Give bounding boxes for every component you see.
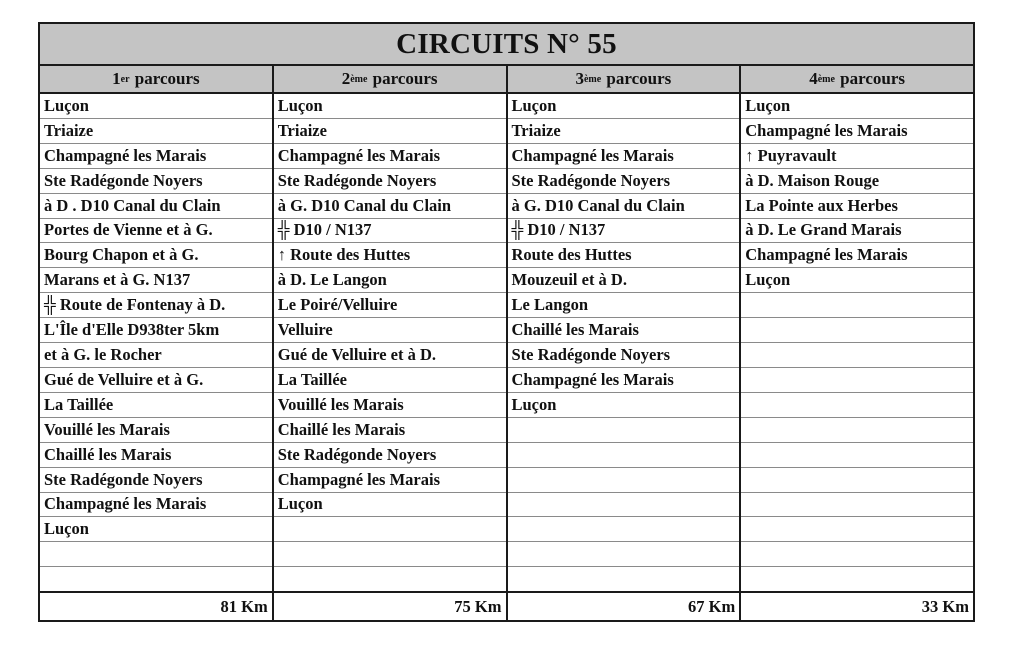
route-step [40, 567, 272, 593]
heading-number: 3 [575, 69, 584, 88]
route-step: Champagné les Marais [741, 119, 973, 144]
route-step [274, 517, 506, 542]
route-step: Champagné les Marais [40, 144, 272, 169]
route-step [741, 393, 973, 418]
column-2 [274, 66, 508, 620]
route-step: L'Île d'Elle D938ter 5km [40, 318, 272, 343]
route-step: Le Langon [508, 293, 740, 318]
column-1 [40, 66, 274, 620]
route-step [508, 542, 740, 567]
route-step: La Pointe aux Herbes [741, 194, 973, 219]
heading-label: parcours [835, 69, 906, 88]
route-step: ↑ Puyravault [741, 144, 973, 169]
route-step: Champagné les Marais [274, 144, 506, 169]
heading-number: 2 [341, 69, 351, 88]
column-4 [741, 66, 973, 620]
route-step [508, 443, 740, 468]
route-step: Luçon [741, 268, 973, 293]
route-step: Bourg Chapon et à G. [40, 243, 272, 268]
route-step: à G. D10 Canal du Clain [508, 194, 740, 219]
heading-number: 1 [112, 69, 121, 88]
route-step: Luçon [40, 94, 272, 119]
route-step: Gué de Velluire et à D. [274, 343, 506, 368]
route-step: Chaillé les Marais [274, 418, 506, 443]
route-step [741, 368, 973, 393]
route-step: Velluire [274, 318, 506, 343]
route-step [508, 567, 740, 593]
route-step: Triaize [274, 119, 506, 144]
route-step: Ste Radégonde Noyers [274, 443, 506, 468]
route-step [274, 542, 506, 567]
route-step [741, 542, 973, 567]
distance-total: 33 Km [921, 596, 969, 616]
heading-ordinal: er [120, 73, 130, 85]
column-heading [274, 66, 506, 94]
heading-number: 4 [809, 69, 818, 88]
route-step: Luçon [274, 493, 506, 518]
route-step: Ste Radégonde Noyers [274, 169, 506, 194]
column-heading [741, 66, 973, 94]
column-heading [508, 66, 740, 94]
route-step [741, 468, 973, 493]
route-step [508, 468, 740, 493]
route-step [741, 418, 973, 443]
route-list [274, 94, 506, 593]
heading-ordinal: ème [583, 73, 602, 85]
distance-total: 75 Km [454, 596, 502, 616]
route-step [508, 517, 740, 542]
route-step: Champagné les Marais [741, 243, 973, 268]
route-step: Ste Radégonde Noyers [508, 343, 740, 368]
route-step: à D. Maison Rouge [741, 169, 973, 194]
route-step: à G. D10 Canal du Clain [274, 194, 506, 219]
route-step [741, 293, 973, 318]
route-step: Luçon [508, 94, 740, 119]
route-step: Luçon [40, 517, 272, 542]
route-step [741, 318, 973, 343]
route-step: Marans et à G. N137 [40, 268, 272, 293]
route-step: ╬ D10 / N137 [508, 219, 740, 244]
distance-total: 81 Km [220, 596, 268, 616]
route-step [741, 493, 973, 518]
route-step: Triaize [40, 119, 272, 144]
route-step: Triaize [508, 119, 740, 144]
route-step [508, 418, 740, 443]
heading-label: parcours [130, 69, 200, 88]
circuit-sheet [38, 22, 975, 622]
route-step: ╬ D10 / N137 [274, 219, 506, 244]
route-step: Chaillé les Marais [508, 318, 740, 343]
route-step: Mouzeuil et à D. [508, 268, 740, 293]
route-step: Champagné les Marais [274, 468, 506, 493]
route-step: ╬ Route de Fontenay à D. [40, 293, 272, 318]
heading-label: parcours [602, 69, 672, 88]
route-list [40, 94, 272, 593]
route-step [741, 343, 973, 368]
route-step: à D. Le Langon [274, 268, 506, 293]
heading-ordinal: ème [817, 73, 835, 85]
heading-ordinal: ème [350, 73, 368, 85]
route-step: Ste Radégonde Noyers [508, 169, 740, 194]
route-step [508, 493, 740, 518]
route-step: à D . D10 Canal du Clain [40, 194, 272, 219]
route-step [741, 567, 973, 593]
route-step: Gué de Velluire et à G. [40, 368, 272, 393]
page-title: CIRCUITS N° 55 [40, 24, 973, 66]
route-step: Luçon [508, 393, 740, 418]
route-step: Route des Huttes [508, 243, 740, 268]
column-heading [40, 66, 272, 94]
route-step: La Taillée [40, 393, 272, 418]
route-step: Luçon [274, 94, 506, 119]
route-step: Ste Radégonde Noyers [40, 468, 272, 493]
distance-total: 67 Km [688, 596, 736, 616]
route-step: ↑ Route des Huttes [274, 243, 506, 268]
route-step: Champagné les Marais [508, 368, 740, 393]
route-step: Chaillé les Marais [40, 443, 272, 468]
route-step: Luçon [741, 94, 973, 119]
route-step: Vouillé les Marais [274, 393, 506, 418]
route-step: Vouillé les Marais [40, 418, 272, 443]
route-step: et à G. le Rocher [40, 343, 272, 368]
route-step [274, 567, 506, 593]
heading-label: parcours [368, 69, 438, 88]
columns [40, 66, 973, 620]
route-step: à D. Le Grand Marais [741, 219, 973, 244]
route-step: Champagné les Marais [508, 144, 740, 169]
route-step [40, 542, 272, 567]
route-list [741, 94, 973, 593]
route-step: Ste Radégonde Noyers [40, 169, 272, 194]
route-list [508, 94, 740, 593]
route-step: Champagné les Marais [40, 493, 272, 518]
route-step [741, 443, 973, 468]
column-3 [508, 66, 742, 620]
route-step: Le Poiré/Velluire [274, 293, 506, 318]
route-step: La Taillée [274, 368, 506, 393]
route-step [741, 517, 973, 542]
route-step: Portes de Vienne et à G. [40, 219, 272, 244]
